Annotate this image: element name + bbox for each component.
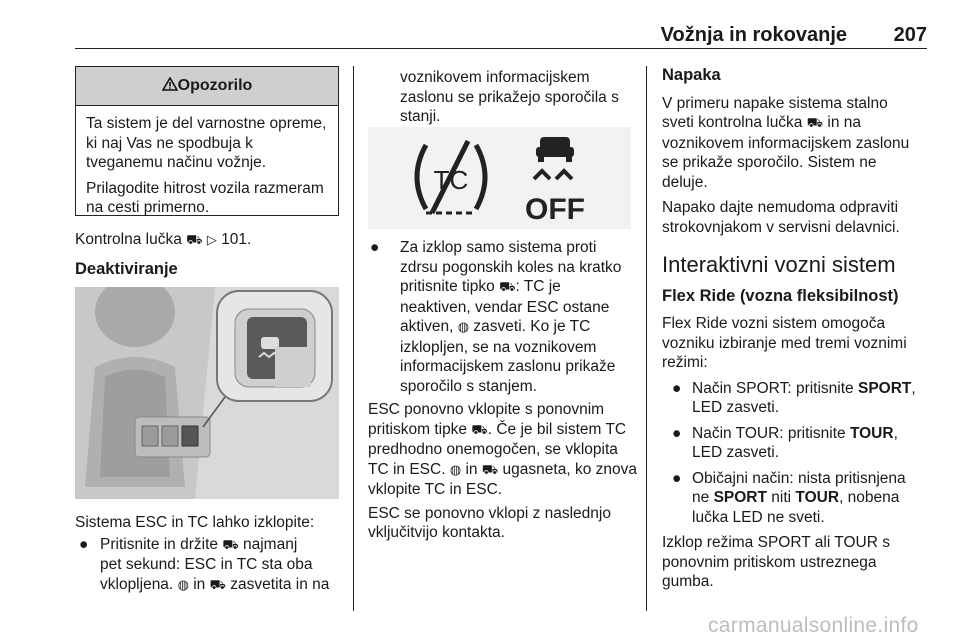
text-line: Način TOUR: pritisnite [692, 424, 846, 442]
bullet-text: zasveti. Ko je TC [473, 318, 591, 335]
sport-label: SPORT [713, 489, 767, 506]
text-line: Napako dajte nemudoma odpraviti [662, 199, 899, 216]
text-line: ponovnim pritiskom ustreznega [662, 553, 877, 571]
bullet-text: aktiven, [400, 318, 454, 335]
section-heading-deactivate: Deaktiviranje [75, 260, 178, 278]
section-title: Interaktivni vozni sistem [662, 252, 896, 277]
text-line: ESC se ponovno vklopi z naslednjo [368, 504, 611, 522]
fault-paragraph [662, 94, 932, 193]
text-line: niti [771, 489, 792, 506]
tc-lamp-text: TC [433, 165, 469, 195]
bullet-text: zasvetita in na [230, 575, 330, 593]
fault-heading: Napaka [662, 66, 721, 84]
warning-lamps-illustration [368, 127, 631, 229]
text-line: pritiskom tipke [368, 420, 468, 438]
esc-car-icon: ⛟ [499, 280, 516, 295]
bullet-dot: ● [672, 424, 682, 442]
flexride-intro [662, 314, 932, 373]
text-line: lučka LED ne sveti. [692, 508, 825, 526]
esc-lamp-text: OFF [525, 193, 585, 226]
esc-car-icon: ⛟ [186, 233, 203, 248]
esc-car-icon: ⛟ [222, 537, 239, 553]
text-line: Običajni način: nista pritisnjena [692, 469, 906, 487]
console-photo [75, 287, 339, 499]
warning-box [75, 66, 339, 216]
text-line: ne [692, 489, 710, 506]
text-line: LED zasveti. [692, 399, 780, 416]
bullet-text: pritisnite tipko [400, 278, 495, 295]
page-header [75, 18, 927, 49]
deactivate-intro: Sistema ESC in TC lahko izklopite: [75, 514, 315, 531]
esc-off-icon: ⛟ [481, 462, 499, 478]
reactivate-paragraph [368, 400, 640, 500]
bullet-text: sporočilo s stanjem. [400, 377, 537, 395]
esc-car-icon: ⛟ [471, 422, 488, 438]
text-line: ugasneta, ko znova [502, 460, 637, 478]
text-line: , [911, 379, 916, 397]
text-line: LED zasveti. [692, 444, 780, 461]
tc-off-icon: ◍ [177, 577, 189, 593]
fault-repair-paragraph [662, 198, 932, 237]
text-line: vključitvijo kontakta. [368, 524, 505, 541]
bullet-text: : TC je [515, 278, 561, 295]
text-line: vklopite TC in ESC. [368, 481, 503, 498]
text-line: ESC ponovno vklopite s ponovnim [368, 401, 605, 418]
bullet-text: neaktiven, vendar ESC ostane [400, 298, 610, 316]
text-line: in [465, 460, 478, 478]
text-line: režimi: [662, 354, 708, 371]
tc-off-icon: ◍ [449, 462, 462, 478]
list-item [368, 238, 640, 396]
esc-car-icon: ⛟ [806, 116, 824, 131]
warning-triangle-icon [162, 77, 178, 96]
bullet-text: vklopljena. [100, 575, 174, 593]
text-line: . Če je bil sistem TC [487, 420, 627, 438]
col2-continuation [400, 68, 640, 127]
ignition-paragraph [368, 504, 640, 543]
ref-text: Kontrolna lučka [75, 231, 182, 248]
tc-off-icon: ◍ [457, 320, 470, 335]
flexride-off-paragraph [662, 533, 932, 592]
bullet-text: Za izklop samo sistema proti [400, 239, 597, 256]
text-line: in na [827, 114, 862, 131]
list-item [662, 424, 932, 463]
text-line: strokovnjakom v servisni delavnici. [662, 218, 900, 236]
warning-header [76, 67, 338, 106]
reference-line [75, 230, 343, 251]
tc-off-lamp-icon [417, 141, 485, 213]
text-line: V primeru napake sistema stalno [662, 94, 888, 112]
text-line: Način SPORT: pritisnite [692, 379, 854, 397]
text-line: , nobena [839, 489, 900, 506]
text-line: gumba. [662, 573, 714, 590]
list-item [75, 535, 345, 596]
subsection-title: Flex Ride (vozna fleksibilnost) [662, 286, 899, 305]
bullet-dot: ● [370, 239, 380, 256]
warning-title: Opozorilo [177, 77, 253, 94]
bullet-text: najmanj [243, 535, 298, 553]
text-line: predhodno onemogočen, se vklopita [368, 441, 618, 458]
page-ref-arrow-icon: ▷ [206, 233, 217, 248]
esc-off-icon: ⛟ [209, 577, 226, 593]
ref-page: 101. [221, 231, 252, 248]
column-divider-2 [646, 66, 647, 611]
text-line: sveti kontrolna lučka [662, 114, 803, 131]
text-line: voznikovem informacijskem zaslonu [662, 134, 910, 152]
tour-label: TOUR [849, 424, 894, 442]
list-item [662, 379, 932, 418]
bullet-text: Pritisnite in držite [100, 535, 219, 553]
bullet-text: zdrsu pogonskih koles na kratko [400, 258, 622, 276]
warning-text-2: Prilagodite hitrost vozila razmeram na cesti primerno. [86, 179, 324, 216]
page-number: 207 [893, 24, 927, 46]
text-line: voznikovem informacijskem [400, 69, 590, 86]
bullet-dot: ● [672, 379, 682, 397]
bullet-text: in [193, 575, 206, 593]
text-line: Flex Ride vozni sistem omogoča [662, 315, 886, 332]
bullet-text: izklopljen, se na voznikovem [400, 338, 597, 356]
bullet-dot: ● [672, 469, 682, 487]
text-line: , [893, 424, 898, 442]
text-line: deluje. [662, 173, 708, 191]
text-line: TC in ESC. [368, 460, 446, 478]
bullet-text: pet sekund: ESC in TC sta oba [100, 556, 313, 573]
text-line: vozniku izbiranje med tremi voznimi [662, 334, 907, 352]
text-line: zaslonu se prikažejo sporočila s [400, 88, 619, 106]
watermark: carmanualsonline.info [708, 614, 919, 637]
warning-text-1: Ta sistem je del varnostne opreme, ki naj Vas ne spodbuja k tveganemu načinu vožnje. [86, 115, 327, 171]
esc-off-lamp-icon [525, 137, 585, 226]
list-item [662, 469, 932, 528]
text-line: Izklop režima SPORT ali TOUR s [662, 534, 890, 551]
bullet-dot: ● [79, 535, 89, 553]
column-divider-1 [353, 66, 354, 611]
text-line: se prikaže sporočilo. Sistem ne [662, 154, 877, 171]
sport-label: SPORT [857, 379, 912, 397]
page-title: Vožnja in rokovanje [660, 24, 847, 46]
text-line: stanji. [400, 108, 441, 125]
tour-label: TOUR [795, 489, 840, 506]
bullet-text: informacijskem zaslonu prikaže [400, 358, 616, 375]
